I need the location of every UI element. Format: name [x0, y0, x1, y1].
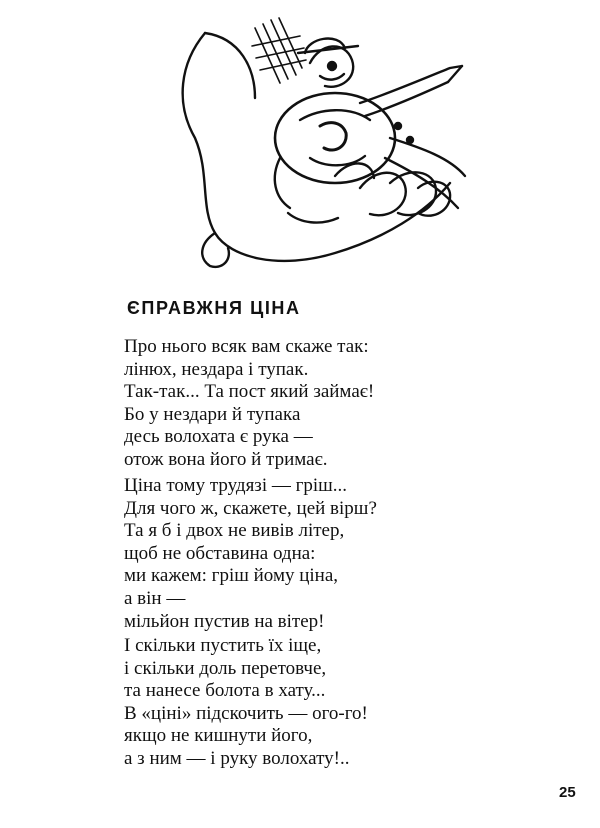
poem-line: отож вона його й тримає.	[124, 448, 328, 470]
poem-line: якщо не кишнути його,	[124, 725, 313, 747]
poem-line: Так-так... Та пост який займає!	[124, 381, 375, 403]
poem-line: та нанесе болота в хату...	[124, 680, 326, 702]
stanza-2	[124, 475, 377, 633]
page-number: 25	[559, 784, 576, 801]
poem-line: Та я б і двох не вивів літер,	[124, 520, 345, 542]
poem-line: лінюх, нездара і тупак.	[124, 358, 309, 380]
poem-title: ЄПРАВЖНЯ ЦІНА	[127, 298, 301, 318]
poem-line: мільйон пустив на вітер!	[124, 610, 325, 632]
poem-line: Про нього всяк вам скаже так:	[124, 336, 369, 357]
stanza-1	[124, 336, 374, 472]
stanza-3	[124, 635, 368, 771]
poem-line: Для чого ж, скажете, цей вірш?	[124, 497, 377, 519]
poem-line: і скільки доль перетовче,	[124, 657, 327, 679]
poem-line: а з ним — і руку волохату!..	[124, 747, 350, 769]
poem-line: щоб не обставина одна:	[124, 542, 316, 564]
poem-line: десь волохата є рука —	[124, 426, 313, 448]
poem-line: І скільки пустить їх іще,	[124, 635, 322, 656]
poem-line: В «ціні» підскочить — ого-го!	[124, 702, 368, 724]
caricature-hand-illustration-icon	[160, 8, 480, 278]
poem-line: Ціна тому трудязі — гріш...	[124, 475, 348, 496]
poem-line: а він —	[124, 587, 186, 609]
poem-line: ми кажем: гріш йому ціна,	[124, 565, 339, 587]
poem-line: Бо у нездари й тупака	[124, 403, 301, 425]
